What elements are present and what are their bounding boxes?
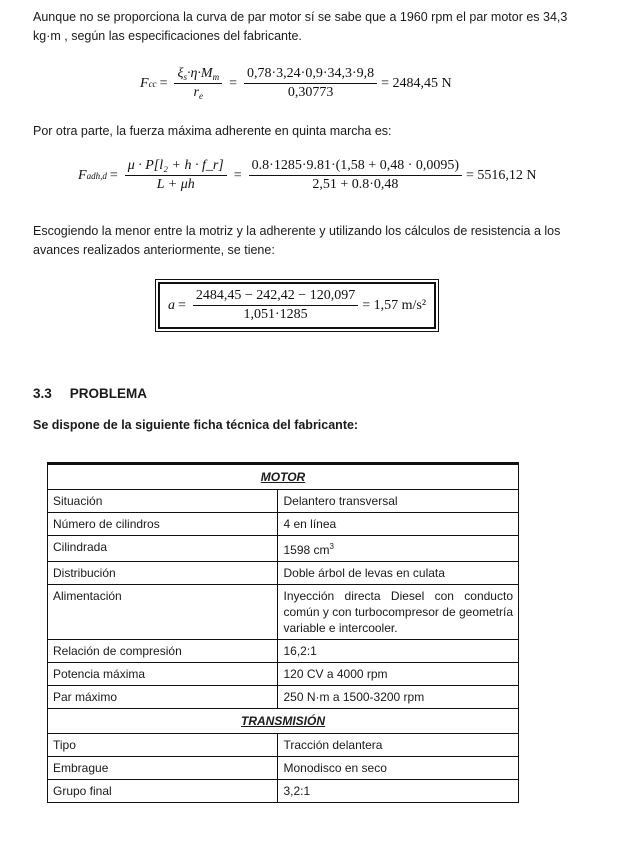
eq2-values-denominator: 2,51 + 0.8·0,48 bbox=[312, 177, 399, 192]
eq2-result: = 5516,12 N bbox=[466, 167, 537, 183]
paragraph-adherent-force: Por otra parte, la fuerza máxima adherente en quinta marcha es: bbox=[33, 124, 392, 138]
row-label: Embrague bbox=[48, 757, 278, 780]
table-row bbox=[48, 536, 519, 562]
table-row bbox=[48, 513, 519, 536]
section-title: PROBLEMA bbox=[69, 386, 148, 401]
equation-adherent-force: F adh,d = $\frac{\text{μ · P[l₂ + h · f\_r]}}{L + \mu h}$ = $\frac{0.8\cdot 1285\cdot 9.81\cdot(1,58 + 0,48 \cdot 0,0095)}{2,51 + 0.8\cdot 0,48}$ = 5516,12 N bbox=[78, 158, 537, 192]
equation-traction-force: F cc = $\frac{\xi_s\cdot\eta\cdot M_m}{r_e}$ = $\frac{0,78\cdot 3,24\cdot 0,9\cdot 34,3\cdot 9,8}{0,30773}$ = 2484,45 N bbox=[140, 66, 452, 101]
eq2-denominator: L + μh bbox=[156, 177, 195, 192]
row-label: Par máximo bbox=[48, 686, 278, 709]
table-row bbox=[48, 780, 519, 803]
row-label: Alimentación bbox=[48, 585, 278, 640]
eq3-numerator: 2484,45 − 242,42 − 120,097 bbox=[193, 288, 358, 306]
table-row bbox=[48, 686, 519, 709]
eq2-lhs: F bbox=[78, 167, 87, 183]
table-row bbox=[48, 640, 519, 663]
eq1-num: ξ bbox=[177, 66, 184, 81]
row-value: Delantero transversal bbox=[278, 490, 519, 513]
eq1-num-rest: ·η·M bbox=[186, 66, 213, 81]
table-row bbox=[48, 585, 519, 640]
eq2-numeric-fraction bbox=[249, 158, 462, 193]
eq3-denominator: 1,051·1285 bbox=[243, 307, 308, 322]
row-label: Potencia máxima bbox=[48, 663, 278, 686]
cilindrada-value: 1598 cm bbox=[283, 543, 330, 557]
row-value: 16,2:1 bbox=[278, 640, 519, 663]
eq1-num-sub2: m bbox=[212, 72, 220, 82]
row-value: 4 en línea bbox=[278, 513, 519, 536]
eq2-values-numerator: 0.8·1285·9.81·(1,58 + 0,48 · 0,0095) bbox=[249, 158, 462, 176]
eq2-symbolic-fraction bbox=[125, 158, 227, 193]
transmision-header-row bbox=[48, 709, 519, 734]
eq1-result: = 2484,45 N bbox=[381, 75, 452, 91]
intro-paragraph: Aunque no se proporciona la curva de par motor sí se sabe que a 1960 rpm el par motor es 34,3 kg·m , según las especificaciones del fabricante. bbox=[33, 10, 568, 43]
eq3-fraction bbox=[193, 288, 358, 323]
eq2-lhs-sub: adh,d bbox=[86, 170, 107, 181]
motor-header: MOTOR bbox=[48, 464, 519, 490]
eq1-numeric-fraction bbox=[244, 66, 377, 101]
row-value: Doble árbol de levas en culata bbox=[278, 562, 519, 585]
eq1-lhs-sub: cc bbox=[148, 78, 157, 89]
motor-header-row bbox=[48, 464, 519, 490]
eq1-den-sub: e bbox=[199, 91, 203, 101]
row-value: 120 CV a 4000 rpm bbox=[278, 663, 519, 686]
section-subtitle: Se dispone de la siguiente ficha técnica del fabricante: bbox=[33, 418, 359, 432]
table-row bbox=[48, 663, 519, 686]
row-label: Tipo bbox=[48, 734, 278, 757]
eq1-lhs: F bbox=[140, 75, 149, 91]
table-row bbox=[48, 734, 519, 757]
eq1-values-denominator: 0,30773 bbox=[287, 85, 334, 100]
eq3-lhs: a bbox=[168, 297, 175, 313]
row-label: Situación bbox=[48, 490, 278, 513]
row-label: Distribución bbox=[48, 562, 278, 585]
row-label: Número de cilindros bbox=[48, 513, 278, 536]
table-row bbox=[48, 562, 519, 585]
table-row bbox=[48, 490, 519, 513]
row-value: Tracción delantera bbox=[278, 734, 519, 757]
acceleration-box: a = $\frac{2484,45 - 242,42 - 120,097}{1,051\cdot 1285}$ = 1,57 m/s² bbox=[158, 282, 436, 329]
eq2-numerator: μ · P[l₂ + h · f_r] bbox=[125, 158, 227, 176]
row-value: Monodisco en seco bbox=[278, 757, 519, 780]
row-value: 3,2:1 bbox=[278, 780, 519, 803]
transmision-header: TRANSMISIÓN bbox=[48, 709, 519, 734]
eq1-values-numerator: 0,78·3,24·0,9·34,3·9,8 bbox=[244, 66, 377, 84]
eq1-symbolic-fraction bbox=[174, 66, 222, 101]
section-heading bbox=[33, 386, 147, 401]
equation-acceleration bbox=[158, 282, 436, 329]
paragraph-conclusion: Escogiendo la menor entre la motriz y la adherente y utilizando los cálculos de resistencia a los avances realizados anteriormente, se tiene: bbox=[33, 224, 561, 257]
cilindrada-sup: 3 bbox=[329, 542, 334, 551]
row-value: Inyección directa Diesel con conducto común y con turbocompresor de geometría variable e intercooler. bbox=[278, 585, 519, 640]
eq1-num-sub: s bbox=[183, 72, 187, 82]
row-value-cilindrada bbox=[278, 536, 519, 562]
eq1-den: r bbox=[193, 85, 199, 100]
row-value: 250 N·m a 1500-3200 rpm bbox=[278, 686, 519, 709]
table-row bbox=[48, 757, 519, 780]
row-label: Grupo final bbox=[48, 780, 278, 803]
eq3-result: = 1,57 m/s² bbox=[362, 297, 427, 313]
row-label: Relación de compresión bbox=[48, 640, 278, 663]
spec-table bbox=[47, 462, 519, 803]
row-label: Cilindrada bbox=[48, 536, 278, 562]
section-number: 3.3 bbox=[33, 386, 52, 401]
